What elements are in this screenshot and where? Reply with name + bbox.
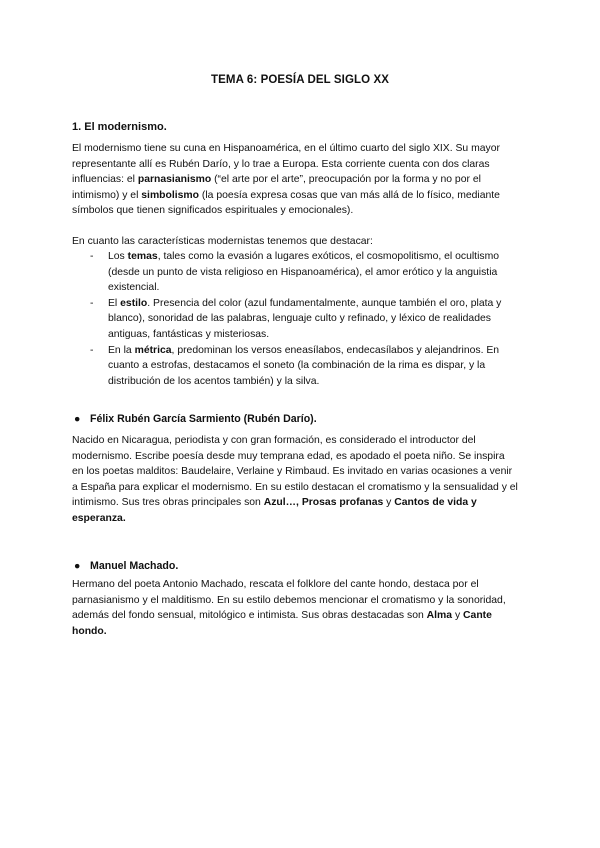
author-paragraph-manuel-machado: Hermano del poeta Antonio Machado, rescata el folklore del cante hondo, destaca por el parnasianismo y el malditismo. En su estilo debemos mencionar el cromatismo y la sonoridad, además del fondo sensual, mitológico e intimista. Sus obras destacadas son Alma y Cante hondo. xyxy=(72,579,506,637)
list-item: - Los temas, tales como la evasión a lugares exóticos, el cosmopolitismo, el ocultismo (desde un punto de vista religioso en Hispanoamérica), el amor erótico y la anguistia existencial. xyxy=(90,251,500,294)
bullet-icon: ● xyxy=(74,560,81,572)
features-list xyxy=(72,249,518,389)
author-heading-ruben-dario: ● Félix Rubén García Sarmiento (Rubén Darío). xyxy=(90,412,317,428)
list-item: - El estilo. Presencia del color (azul fundamentalmente, aunque también el oro, plata y blanco), sonoridad de las palabras, lenguaje culto y refinado, y léxico de realidades antiguas, fantásticas y misteriosas. xyxy=(90,297,502,340)
page-title: TEMA 6: POESÍA DEL SIGLO XX xyxy=(211,74,389,86)
bullet-icon: ● xyxy=(74,413,81,425)
intro-paragraph: El modernismo tiene su cuna en Hispanoamérica, en el último cuarto del siglo XIX. Su mayor representante allí es Rubén Darío, y lo trae a Europa. Esta corriente cuenta con dos claras influencias: el parnasianismo (“el arte por el arte”, preocupación por la forma y no por el intimismo) y el simbolismo (la poesía expresa cosas que van más allá de lo físico, mediante símbolos que tienen significados espirituales y emocionales). xyxy=(72,143,500,217)
term-simbolismo: simbolismo xyxy=(141,189,200,201)
author-paragraph-ruben-dario: Nacido en Nicaragua, periodista y con gran formación, es considerado el introductor del modernismo. Escribe poesía desde muy temprana edad, es apodado el poeta niño. Se inspira en los poetas malditos: Baudelaire, Verlaine y Rimbaud. Es invitado en varias ocasiones a venir a España para explicar el modernismo. En su estilo destacan el cromatismo y la sensualidad y el intimismo. Sus tres obras principales son Azul…, Prosas profanas y Cantos de vida y esperanza. xyxy=(72,435,518,524)
works-manuel-machado: Alma xyxy=(426,610,453,622)
list-item: - En la métrica, predominan los versos eneasílabos, endecasílabos y alejandrinos. En cuanto a estrofas, destacamos el soneto (la combinación de la rima es dispar, y la distribución de los acentos también) y la silva. xyxy=(90,344,500,387)
features-intro: En cuanto las características modernistas tenemos que destacar: xyxy=(72,236,373,247)
author-heading-manuel-machado: ● Manuel Machado. xyxy=(90,559,178,575)
works-ruben-dario: Azul…, Prosas profanas xyxy=(263,497,384,509)
section-heading-modernismo: 1. El modernismo. xyxy=(72,121,167,133)
term-parnasianismo: parnasianismo xyxy=(137,174,212,186)
